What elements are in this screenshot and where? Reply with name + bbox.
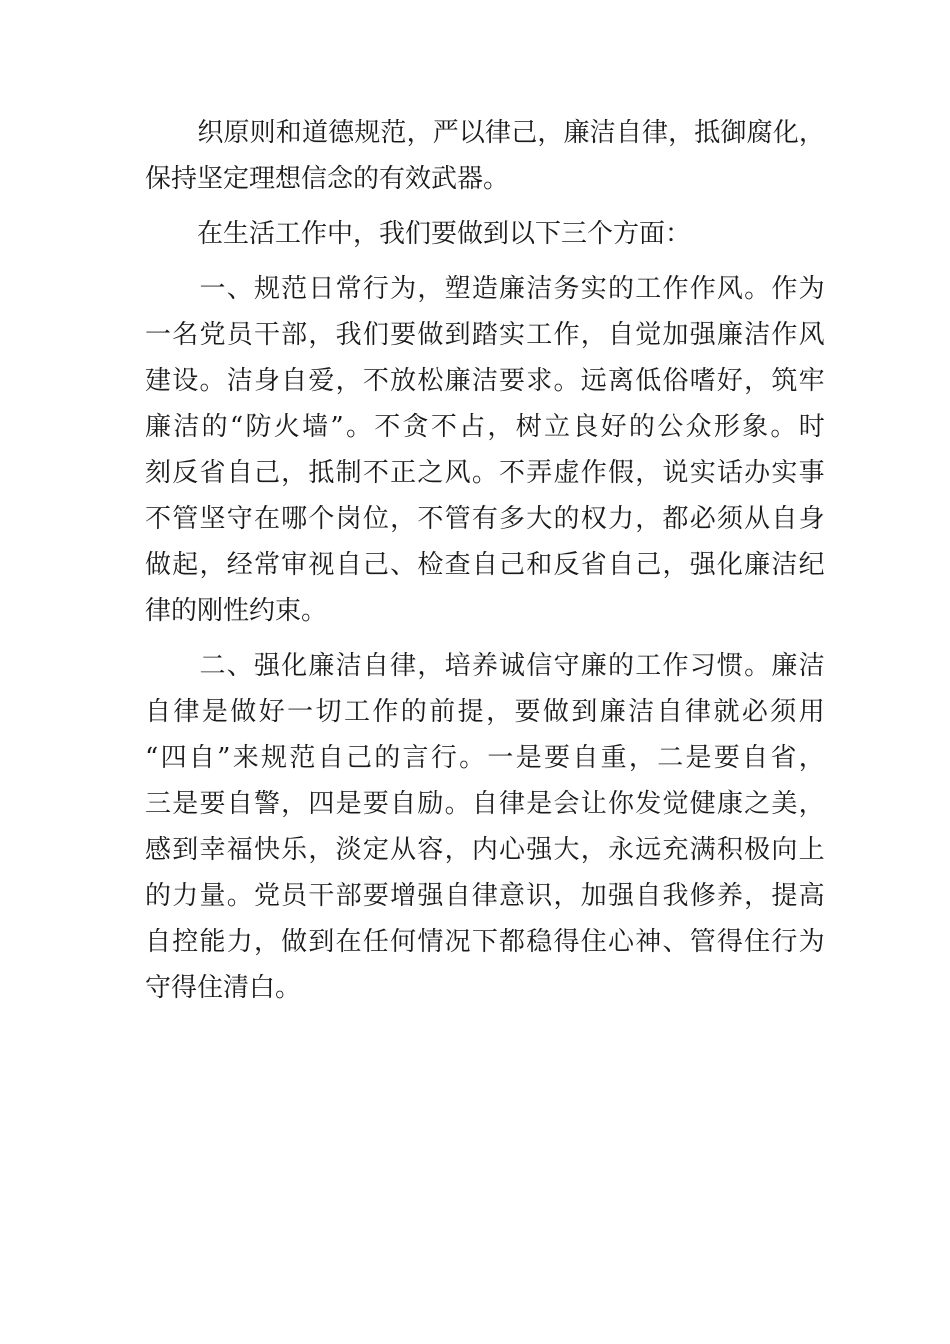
text-line: 一 名 党 员 干 部 ， 我 们 要 做 到 踏 实 工 作 ， 自 觉 加 强 廉 洁 作 风: [145, 320, 825, 350]
text-line: 三 是 要 自 警 ， 四 是 要 自 励 。 自 律 是 会 让 你 发 觉 健 康 之 美 ，: [145, 789, 825, 819]
text-line: 自 控 能 力 ， 做 到 在 任 何 情 况 下 都 稳 得 住 心 神 、 管 得 住 行 为: [145, 927, 825, 957]
text-line: 一 、 规 范 日 常 行 为 ， 塑 造 廉 洁 务 实 的 工 作 作 风 。 作 为: [199, 274, 825, 304]
text-line: 自 律 是 做 好 一 切 工 作 的 前 提 ， 要 做 到 廉 洁 自 律 就 必 须 用: [145, 697, 825, 727]
text-line: “ 四 自 ” 来 规 范 自 己 的 言 行 。 一 是 要 自 重 ， 二 是 要 自 省 ，: [145, 743, 825, 773]
text-line: 保持坚定理想信念的有效武器。: [145, 164, 510, 194]
text-line: 的 力 量 。 党 员 干 部 要 增 强 自 律 意 识 ， 加 强 自 我 修 养 ， 提 高: [145, 881, 825, 911]
text-line: 律的刚性约束。: [145, 596, 328, 626]
paragraph-intro-end: [145, 110, 825, 202]
text-line: 不 管 坚 守 在 哪 个 岗 位 ， 不 管 有 多 大 的 权 力 ， 都 必 须 从 自 身: [145, 504, 825, 534]
paragraph-section-one: [145, 266, 825, 634]
text-line: 织 原 则 和 道 德 规 范 ， 严 以 律 己 ， 廉 洁 自 律 ， 抵 御 腐 化 ，: [197, 118, 825, 148]
text-line: 二 、 强 化 廉 洁 自 律 ， 培 养 诚 信 守 廉 的 工 作 习 惯 。 廉 洁: [199, 651, 825, 681]
paragraph-lead-in: [145, 211, 825, 257]
text-line: 在生活工作中，我们要做到以下三个方面：: [145, 219, 692, 249]
paragraph-section-two: [145, 643, 825, 1011]
text-line: 做 起 ， 经 常 审 视 自 己 、 检 查 自 己 和 反 省 自 己 ， 强 化 廉 洁 纪: [145, 550, 825, 580]
text-line: 感 到 幸 福 快 乐 ， 淡 定 从 容 ， 内 心 强 大 ， 永 远 充 满 积 极 向 上: [145, 835, 825, 865]
text-line: 守得住清白。: [145, 973, 302, 1003]
document-body: [145, 110, 825, 1011]
text-line: 刻 反 省 自 己 ， 抵 制 不 正 之 风 。 不 弄 虚 作 假 ， 说 实 话 办 实 事: [145, 458, 825, 488]
text-line: 建 设 。 洁 身 自 爱 ， 不 放 松 廉 洁 要 求 。 远 离 低 俗 嗜 好 ， 筑 牢: [145, 366, 825, 396]
text-line: 廉 洁 的 “ 防 火 墙 ” 。 不 贪 不 占 ， 树 立 良 好 的 公 众 形 象 。 时: [145, 412, 825, 442]
